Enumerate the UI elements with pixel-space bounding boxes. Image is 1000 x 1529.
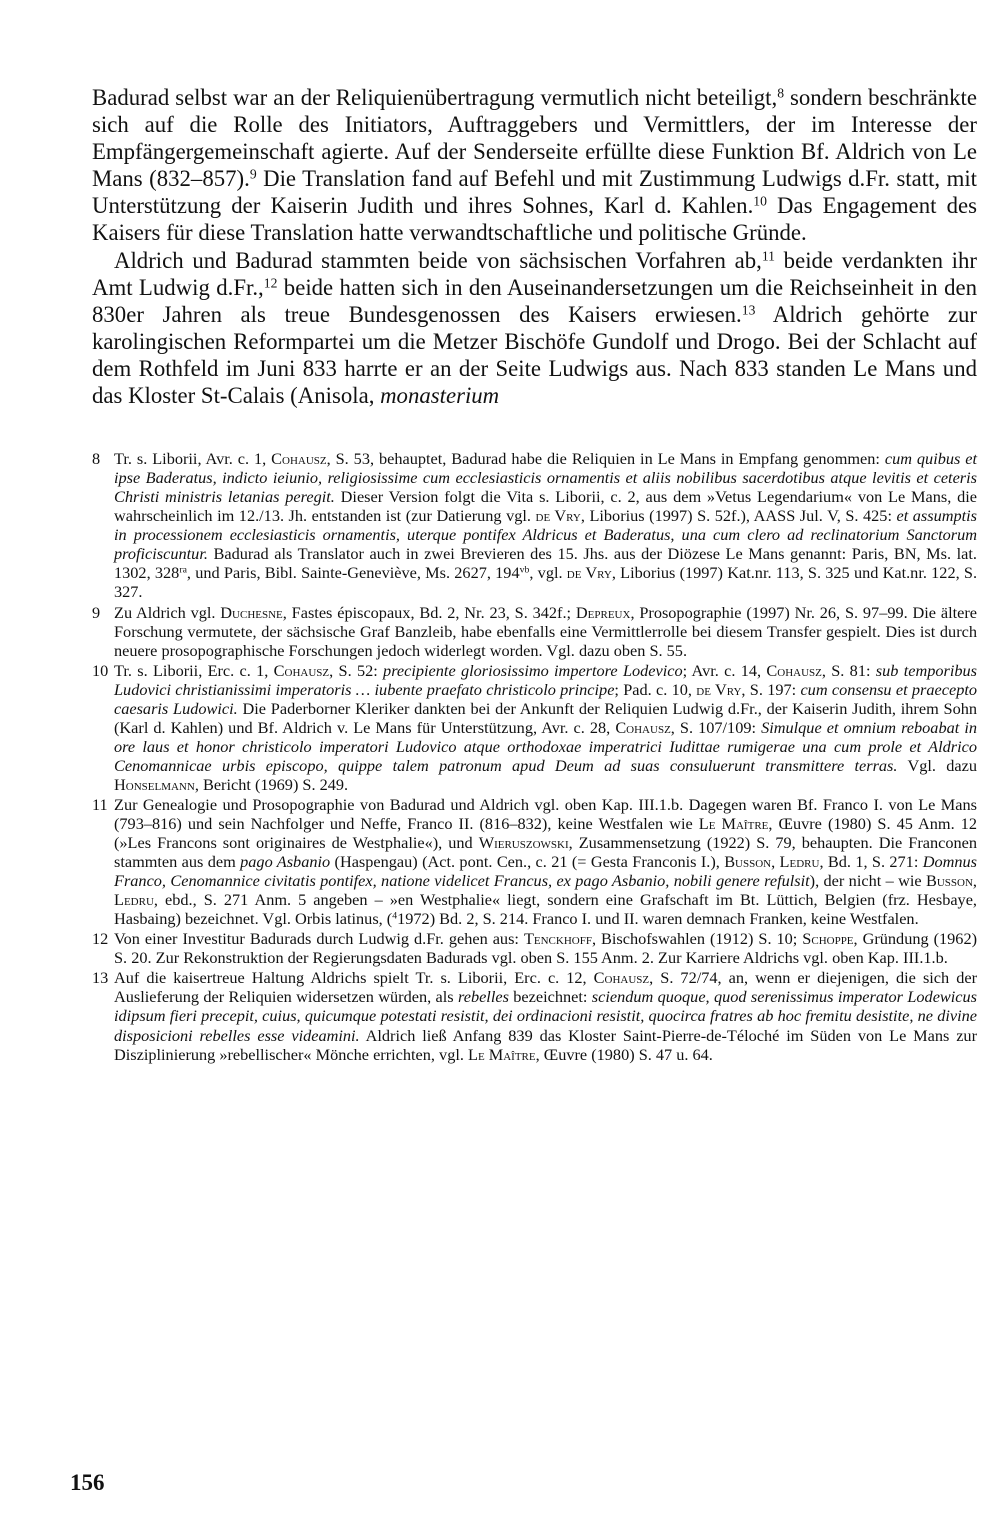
footnote-text: Von einer Investitur Badurads durch Ludwig d.Fr. gehen aus: Tenckhoff, Bischofswahlen (1912) S. 10; Schoppe, Gründung (1962) S. 20. Zur Rekonstruktion der Regierungsdaten Badurads vgl. oben S. 155 Anm. 2. Zur Karriere Aldrichs vgl. oben Kap. III.1.b.: [114, 929, 978, 968]
body-text: [92, 84, 977, 409]
footnote-text: Auf die kaisertreue Haltung Aldrichs spielt Tr. s. Liborii, Erc. c. 12, Cohausz, S. 72/74, an, wenn er diejenigen, die sich der Auslieferung der Reliquien widersetzen würden, als rebelles bezeichnet: sciendum quoque, quod serenissimus imperator Lodewicus idipsum fieri precepit, cuius, quicumque potestati resistit, dei ordinacioni resistit, quocirca fratres ab hoc fremitu desistite, ne divine disposicioni rebelles esse videamini. Aldrich ließ Anfang 839 das Kloster Saint-Pierre-de-Téloché im Süden von Le Mans zur Disziplinierung »rebellischer« Mönche errichten, vgl. Le Maître, Œuvre (1980) S. 47 u. 64.: [114, 968, 978, 1064]
footnote-number: 11: [92, 794, 108, 814]
footnote-text: Tr. s. Liborii, Erc. c. 1, Cohausz, S. 52: precipiente gloriosissimo impertore Lodevico; Avr. c. 14, Cohausz, S. 81: sub temporibus Ludovici christianissimi imperatoris … iubente praefato christicolo principe; Pad. c. 10, de Vry, S. 197: cum consensu et praecepto caesaris Ludowici. Die Paderborner Kleriker dankten bei der Ankunft der Reliquien Ludwig d.Fr., der Kaiserin Judith, ihrem Sohn (Karl d. Kahlen) und Bf. Aldrich v. Le Mans für Unterstützung, Avr. c. 28, Cohausz, S. 107/109: Simulque et omnium reboabat in ore laus et honor christicolo imperatori Ludovico atque orthodoxae imperatrici Iudittae rumigerae una cum prole et Aldrico Cenomannicae urbis episcopo, quippe talem patronum apud Deum ad suas consuluerunt transmittere terras. Vgl. dazu Honselmann, Bericht (1969) S. 249.: [114, 660, 978, 794]
footnote: [92, 449, 977, 601]
footnote: [92, 603, 977, 660]
footnote: [92, 795, 977, 928]
footnote: [92, 968, 977, 1063]
body-paragraph: Aldrich und Badurad stammten beide von sächsischen Vorfahren ab,$^{11}$ beide verdankten ihr Amt Ludwig d.Fr.,$^{12}$ beide hatten sich in den Auseinandersetzungen um die Reichseinheit in den 830er Jahren als treue Bundesgenossen des Kaisers erwiesen.$^{13}$ Aldrich gehörte zur karolingischen Reformpartei um die Metzer Bischöfe Gundolf und Drogo. Bei der Schlacht auf dem Rothfeld im Juni 833 harrte er an der Seite Ludwigs aus. Nach 833 standen Le Mans und das Kloster St-Calais (Anisola, monasterium: [92, 247, 977, 409]
footnote-number: 9: [92, 602, 101, 622]
footnote-number: 8: [92, 449, 101, 469]
footnote-number: 13: [92, 968, 109, 988]
body-paragraph: Badurad selbst war an der Reliquienübertragung vermutlich nicht beteiligt,$^8$ sondern beschränkte sich auf die Rolle des Initiators, Auftraggebers und Vermittlers, der im Interesse der Empfängergemeinschaft agierte. Auf der Senderseite erfüllte diese Funktion Bf. Aldrich von Le Mans (832–857).$^9$ Die Translation fand auf Befehl und mit Zustimmung Ludwigs d.Fr. statt, mit Unterstützung der Kaiserin Judith und ihres Sohnes, Karl d. Kahlen.$^{10}$ Das Engagement des Kaisers für diese Translation hatte verwandtschaftliche und politische Gründe.: [92, 85, 978, 246]
footnote-number: 12: [92, 929, 109, 949]
footnote: [92, 661, 977, 794]
footnote-number: 10: [92, 660, 109, 680]
footnotes: [92, 449, 977, 1064]
page-content: [92, 84, 977, 1065]
footnote-text: Zu Aldrich vgl. Duchesne, Fastes épiscopaux, Bd. 2, Nr. 23, S. 342f.; Depreux, Prosopographie (1997) Nr. 26, S. 97–99. Die ältere Forschung vermutete, der sächsische Graf Banzleib, habe ebenfalls eine Vermittlerrolle bei diesem Transfer gespielt. Dies ist durch neuere prosopographische Forschungen jedoch widerlegt worden. Vgl. dazu oben S. 55.: [114, 602, 978, 660]
footnote-text: Tr. s. Liborii, Avr. c. 1, Cohausz, S. 53, behauptet, Badurad habe die Reliquien in Le Mans in Empfang genommen: cum quibus et ipse Baderatus, indicto ieiunio, religiosissime cum ecclesiasticis ornamentis et aliis nobilibus sacerdotibus atque levitis et ceteris Christi ministris letanias peregit. Dieser Version folgt die Vita s. Liborii, c. 2, aus dem »Vetus Legendarium« von Le Mans, die wahrscheinlich im 12./13. Jh. entstanden ist (zur Datierung vgl. de Vry, Liborius (1997) S. 52f.), AASS Jul. V, S. 425: et assumptis in processionem ecclesiasticis ornamentis, uterque pontifex Aldricus et Baderatus, una cum clero ad reclinatorium Sanctorum proficiscuntur. Badurad als Translator auch in zwei Brevieren des 15. Jhs. aus der Diözese Le Mans genannt: Paris, BN, Ms. lat. 1302, $328^{ra}$, und Paris, Bibl. Sainte-Geneviève, Ms. 2627, $194^{vb}$, vgl. de Vry, Liborius (1997) Kat.nr. 113, S. 325 und Kat.nr. 122, S. 327.: [114, 449, 978, 602]
page-number: 156: [70, 1470, 105, 1495]
footnote: [92, 929, 977, 967]
footnote-text: Zur Genealogie und Prosopographie von Badurad und Aldrich vgl. oben Kap. III.1.b. Dagegen waren Bf. Franco I. von Le Mans (793–816) und sein Nachfolger und Neffe, Franco II. (816–832), keine Westfalen wie Le Maître, Œuvre (1980) S. 45 Anm. 12 (»Les Francons sont originaires de Westphalie«), und Wieruszowski, Zusammensetzung (1922) S. 79, behaupten. Die Franconen stammten aus dem pago Asbanio (Haspengau) (Act. pont. Cen., c. 21 (= Gesta Franconis I.), Busson, Ledru, Bd. 1, S. 271: Domnus Franco, Cenomannice civitatis pontifex, natione videlicet Francus, ex pago Asbanio, nobili genere refulsit), der nicht – wie Busson, Ledru, ebd., S. 271 Anm. 5 angeben – »en Westphalie« liegt, sondern eine Grafschaft im Bt. Lüttich, Belgien (frz. Hesbaye, Hasbaing) bezeichnet. Vgl. Orbis latinus, ($^4$1972) Bd. 2, S. 214. Franco I. und II. waren demnach Franken, keine Westfalen.: [114, 794, 978, 929]
